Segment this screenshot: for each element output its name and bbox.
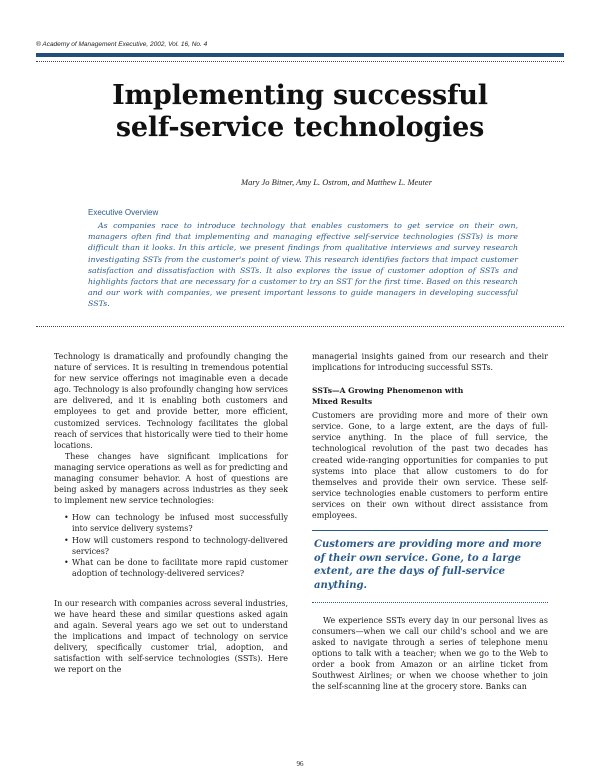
overview-label: Executive Overview [88, 208, 159, 217]
article-title [60, 80, 540, 144]
section-heading-line-1: SSTs—A Growing Phenomenon with [312, 386, 464, 396]
section-heading-line-2: Mixed Results [312, 396, 373, 406]
author-list: Mary Jo Bitner, Amy L. Ostrom, and Matthew L. Meuter [241, 177, 432, 187]
title-line-2: self-service technologies [115, 112, 485, 143]
left-column [54, 351, 288, 676]
examples-paragraph: We experience SSTs every day in our personal lives as consumers—when we call our child's school and we are asked to navigate through a series of telephone menu options to talk with a teacher; when we go to the Web to order a book from Amazon or an airline ticket from Southwest Airlines; or when we choose whether to join the self-scanning line at the grocery store. Banks can [312, 615, 548, 692]
research-paragraph: In our research with companies across several industries, we have heard these and similar questions asked again and again. Several years ago we set out to understand the implications and impact of technology on service delivery, specifically customer trial, adoption, and satisfaction with self-service technologies (SSTs). Here we report on the [54, 598, 288, 675]
right-column [312, 351, 548, 692]
sst-paragraph: Customers are providing more and more of their own service. Gone, to a large extent, are the days of full-service anything. In the place of full service, the technological revolution of the past two decades has created wide-ranging opportunities for companies to put systems into place that allow customers to do for themselves and provide their own service. These self-service technologies enable customers to perform entire services on their own without direct assistance from employees. [312, 411, 548, 521]
list-item: • How will customers respond to technology-delivered services? [64, 535, 288, 557]
list-item: • How can technology be infused most successfully into service delivery systems? [64, 512, 288, 534]
header-rule [36, 53, 564, 57]
overview-text: As companies race to introduce technology that enables customers to get service on their own, managers often find that implementing and managing effective self-service technologies (SSTs) is more difficult than it looks. In this article, we present findings from qualitative interviews and survey research investigating SSTs from the customer's point of view. This research identifies factors that impact customer satisfaction and dissatisfaction with SSTs. It also explores the issue of customer adoption of SSTs and highlights factors that are necessary for a customer to try an SST for the first time. Based on this research and our work with companies, we present important lessons to guide managers in developing successful SSTs. [88, 221, 518, 309]
question-list [54, 512, 288, 579]
header-dotted-rule [36, 61, 564, 62]
pull-quote: Customers are providing more and more of their own service. Gone, to a large extent, are the days of full-service anything. [312, 530, 548, 602]
page-number: 96 [296, 760, 304, 768]
overview-divider [36, 326, 564, 327]
continuation-paragraph: managerial insights gained from our research and their implications for introducing successful SSTs. [312, 352, 548, 373]
section-heading [312, 386, 548, 407]
executive-overview [88, 208, 518, 310]
title-line-1: Implementing successful [112, 80, 488, 111]
spacer [54, 587, 288, 598]
journal-citation: ® Academy of Management Executive, 2002, Vol. 16, No. 4 [36, 41, 208, 48]
list-item: • What can be done to facilitate more rapid customer adoption of technology-delivered services? [64, 557, 288, 579]
implications-paragraph: These changes have significant implications for managing service operations as well as for predicting and managing consumer behavior. A host of questions are being asked by managers across industries as they seek to implement new service technologies: [54, 451, 288, 506]
intro-paragraph: Technology is dramatically and profoundly changing the nature of services. It is resulting in tremendous potential for new service offerings not imaginable even a decade ago. Technology is also profoundly changing how services are delivered, and it is enabling both customers and employees to get and provide better, more efficient, customized services. Technology facilitates the global reach of services that historically were tied to their home locations. [54, 352, 288, 450]
